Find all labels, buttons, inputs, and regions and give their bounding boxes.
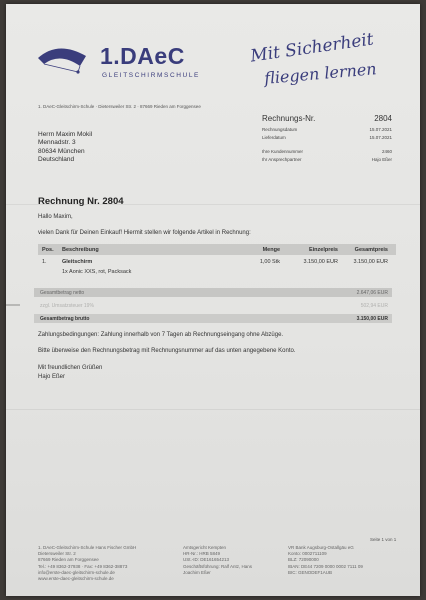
recipient-line: Mennadstr. 3 xyxy=(38,139,76,147)
meta-label: Rechnungsdatum xyxy=(262,127,298,132)
footer-registry xyxy=(183,545,252,576)
footer-line: VR Bank Augsburg-Ostallgäu eG xyxy=(288,545,354,550)
footer-line: BIC: GENODEF1AUB xyxy=(288,569,333,575)
meta-value: 2460 xyxy=(381,149,392,154)
invoice-number: 2804 xyxy=(374,114,392,123)
footer-line: 87669 Rieden am Forggensee xyxy=(38,557,99,563)
footer-line: IBAN: DE44 7209 0000 0002 7111 09 xyxy=(288,563,363,569)
vat-label: zzgl. Umsatzsteuer 19% xyxy=(40,302,94,309)
invoice-number-label: Rechnungs-Nr. xyxy=(262,114,316,123)
invoice-title: Rechnung Nr. 2804 xyxy=(38,196,124,207)
margin-mark xyxy=(6,304,20,306)
footer-company xyxy=(38,545,136,582)
vat-row xyxy=(34,301,392,310)
sender-address-line: 1. DAeC-Gleitschirm-Schule · Dietersweiler Str. 2 · 87669 Rieden am Forggensee xyxy=(38,104,201,109)
recipient-line: 80634 München xyxy=(38,147,85,155)
paper-fold xyxy=(6,409,420,410)
recipient-line: Herrn Maxim Mokil xyxy=(38,131,93,138)
page-number: Seite 1 von 1 xyxy=(370,537,397,542)
footer-line: Amtsgericht Kempten xyxy=(183,545,227,550)
footer-website: www.erste-daec-gleitschirm-schule.de xyxy=(38,576,114,582)
payment-terms: Zahlungsbedingungen: Zahlung innerhalb von 7 Tagen ab Rechnungseingang ohne Abzüge. xyxy=(38,332,284,338)
footer-line: Joachim Eßer xyxy=(183,569,211,575)
transfer-note: Bitte überweise den Rechnungsbetrag mit Rechnungsnummer auf das unten angegebene Konto. xyxy=(38,348,296,354)
gross-total-label: Gesamtbetrag brutto xyxy=(40,315,90,322)
item-total: 3.150,00 EUR xyxy=(353,259,388,265)
brand-subtitle: GLEITSCHIRMSCHULE xyxy=(102,72,200,79)
meta-label: Ihr Ansprechpartner xyxy=(262,157,302,162)
vat-value: 502,94 EUR xyxy=(360,302,388,309)
invoice-meta xyxy=(262,114,392,164)
header-qty: Menge xyxy=(262,246,280,253)
footer-line: HR-Nr.: HRB 5849 xyxy=(183,551,221,557)
signature-name: Hajo Eßer xyxy=(38,374,66,380)
greeting: Hallo Maxim, xyxy=(38,214,73,220)
table-header xyxy=(38,244,396,255)
header-desc: Beschreibung xyxy=(62,246,99,253)
gross-total-value: 3.150,00 EUR xyxy=(356,315,388,322)
meta-label: Lieferdatum xyxy=(262,135,286,140)
slogan-line1: Mit Sicherheit xyxy=(249,29,375,67)
meta-label: Ihre Kundennummer xyxy=(262,149,304,154)
items-table xyxy=(38,244,396,275)
intro-text: vielen Dank für Deinen Einkauf! Hiermit stellen wir folgende Artikel in Rechnung: xyxy=(38,230,251,236)
meta-value: 15.07.2021 xyxy=(369,135,392,140)
footer-line: BLZ: 72090000 xyxy=(288,557,319,563)
gross-total-row xyxy=(34,314,392,323)
item-qty: 1,00 Stk xyxy=(259,259,280,265)
footer-bank xyxy=(288,545,363,576)
header-unit: Einzelpreis xyxy=(308,246,338,253)
item-pos: 1. xyxy=(42,259,47,265)
header-total: Gesamtpreis xyxy=(354,246,388,253)
meta-value: Hajo Eßer xyxy=(371,157,392,162)
closing-line: Mit freundlichen Grüßen xyxy=(38,365,103,371)
footer-line: 1. DAeC-Gleitschirm-Schule Hans Fischer GmbH xyxy=(38,545,137,550)
footer-line: Tel.: +49 8362-37938 · Fax: +49 8362-38873 xyxy=(38,563,128,569)
item-unit-price: 3.150,00 EUR xyxy=(303,259,338,265)
footer-line: Geschäftsführung: Ralf Antz, Hans xyxy=(183,563,253,569)
net-total-value: 2.647,06 EUR xyxy=(356,289,388,296)
header-pos: Pos. xyxy=(42,246,54,253)
footer-email: info@erste-daec-gleitschirm-schule.de xyxy=(38,569,115,575)
footer-line: Dietersweiler Str. 2 xyxy=(38,551,76,557)
brand-name: 1.DAeC xyxy=(100,43,185,69)
slogan-line2: fliegen lernen xyxy=(263,59,378,88)
item-name: Gleitschirm xyxy=(62,259,93,265)
footer-line: Konto: 0002711109 xyxy=(288,551,327,557)
net-total-row xyxy=(34,288,392,297)
meta-value: 15.07.2021 xyxy=(369,127,392,132)
recipient-line: Deutschland xyxy=(38,155,75,163)
table-row xyxy=(38,255,396,275)
net-total-label: Gesamtbetrag netto xyxy=(40,289,85,296)
recipient-address xyxy=(38,131,92,164)
closing xyxy=(38,364,102,382)
footer-line: USt.-ID: DE161654213 xyxy=(183,557,230,563)
item-description: 1x Aonic XXS, rot, Packsack xyxy=(62,269,132,275)
invoice-paper xyxy=(6,4,420,596)
paraglider-logo-icon xyxy=(36,42,96,76)
